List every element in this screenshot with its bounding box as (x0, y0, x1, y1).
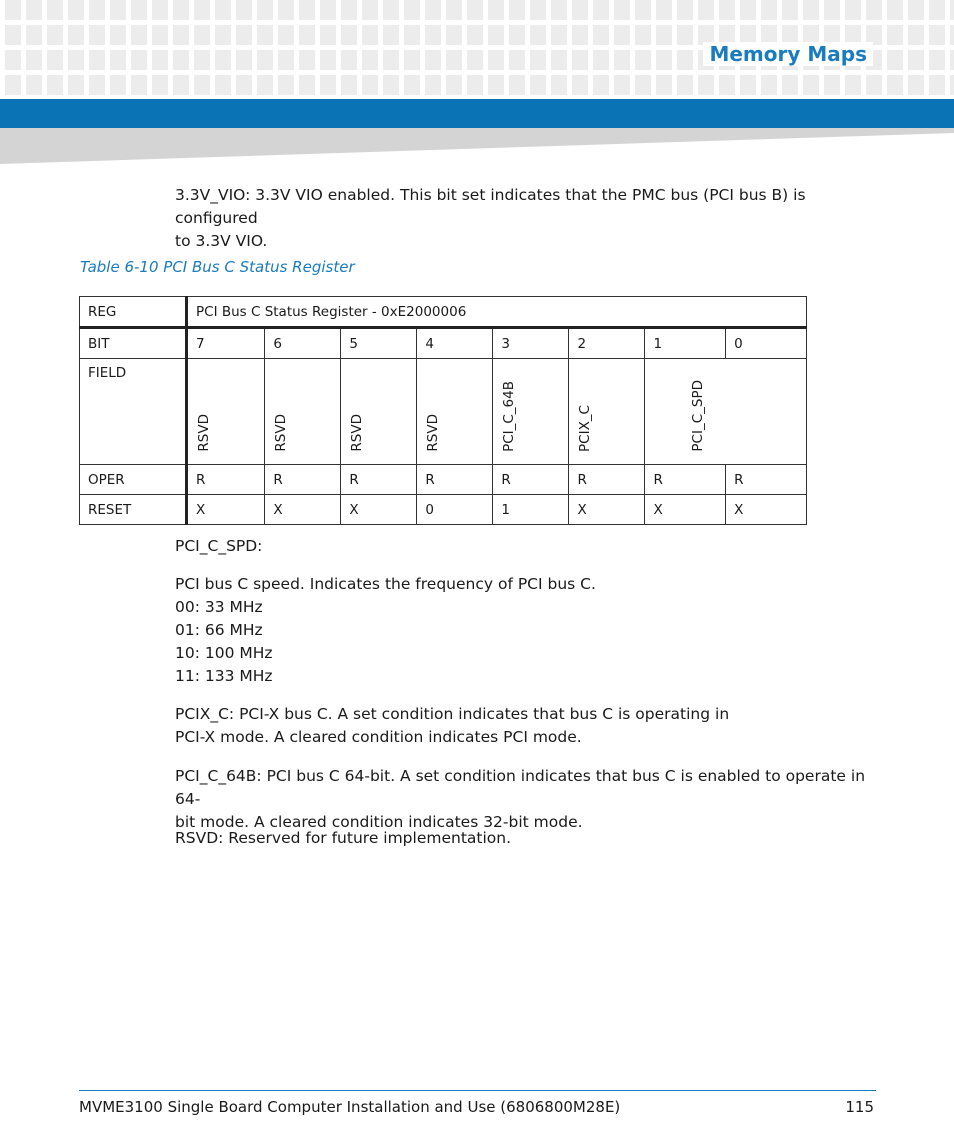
pcix-line: PCI-X mode. A cleared condition indicates PCI mode. (175, 728, 582, 746)
field-name: RSVD (273, 414, 290, 452)
page-header-title: Memory Maps (703, 42, 873, 66)
c64b-line: PCI_C_64B: PCI bus C 64-bit. A set condition indicates that bus C is enabled to operate in 64- (175, 767, 866, 808)
footer-doc-title: MVME3100 Single Board Computer Installation and Use (6806800M28E) (79, 1098, 621, 1116)
reset-cell: X (569, 495, 645, 525)
oper-cell: R (569, 465, 645, 495)
oper-cell: R (493, 465, 569, 495)
field-name: PCI_C_SPD (690, 380, 707, 452)
spd-line: PCI bus C speed. Indicates the frequency of PCI bus C. (175, 575, 596, 593)
bit-cell: 5 (341, 328, 417, 359)
bit-cell: 3 (493, 328, 569, 359)
oper-label: OPER (80, 465, 187, 495)
field-cell (187, 359, 265, 465)
c64b-description (175, 765, 875, 834)
table-caption: Table 6-10 PCI Bus C Status Register (80, 258, 355, 276)
spd-line: 11: 133 MHz (175, 667, 273, 685)
reset-cell: X (645, 495, 726, 525)
oper-cell: R (341, 465, 417, 495)
reg-value: PCI Bus C Status Register - 0xE2000006 (187, 297, 807, 328)
field-name: PCI_C_64B (501, 381, 518, 452)
reset-label: RESET (80, 495, 187, 525)
pcix-description (175, 703, 875, 749)
field-cell (265, 359, 341, 465)
field-cell (493, 359, 569, 465)
table-row (80, 328, 807, 359)
table-row (80, 297, 807, 328)
bit-cell: 0 (726, 328, 807, 359)
c64b-line: bit mode. A cleared condition indicates 32-bit mode. (175, 813, 583, 831)
oper-cell: R (726, 465, 807, 495)
spd-line: 01: 66 MHz (175, 621, 263, 639)
reset-cell: 1 (493, 495, 569, 525)
reset-cell: X (341, 495, 417, 525)
bit-cell: 6 (265, 328, 341, 359)
rsvd-description: RSVD: Reserved for future implementation. (175, 829, 512, 847)
table-row (80, 465, 807, 495)
table-row (80, 359, 807, 465)
reg-label: REG (80, 297, 187, 328)
oper-cell: R (187, 465, 265, 495)
field-name: RSVD (349, 414, 366, 452)
bit-label: BIT (80, 328, 187, 359)
bit-cell: 7 (187, 328, 265, 359)
bit-cell: 2 (569, 328, 645, 359)
register-table (79, 296, 807, 525)
header-grey-wedge (0, 128, 954, 164)
spd-description (175, 573, 875, 688)
intro-line: 3.3V_VIO: 3.3V VIO enabled. This bit set indicates that the PMC bus (PCI bus B) is configured (175, 186, 806, 227)
field-cell (569, 359, 645, 465)
reset-cell: X (265, 495, 341, 525)
field-cell (645, 359, 807, 465)
field-cell (341, 359, 417, 465)
header-blue-bar (0, 99, 954, 128)
footer-divider (79, 1090, 876, 1091)
oper-cell: R (645, 465, 726, 495)
bit-cell: 4 (417, 328, 493, 359)
page-number: 115 (845, 1098, 874, 1116)
spd-line: 00: 33 MHz (175, 598, 263, 616)
spd-heading: PCI_C_SPD: (175, 537, 263, 555)
reset-cell: X (726, 495, 807, 525)
table-row (80, 495, 807, 525)
field-label: FIELD (80, 359, 187, 465)
reset-cell: 0 (417, 495, 493, 525)
oper-cell: R (417, 465, 493, 495)
field-name: PCIX_C (577, 405, 594, 452)
spd-line: 10: 100 MHz (175, 644, 273, 662)
intro-line: to 3.3V VIO. (175, 232, 268, 250)
field-name: RSVD (425, 414, 442, 452)
reset-cell: X (187, 495, 265, 525)
field-name: RSVD (196, 414, 212, 452)
field-cell (417, 359, 493, 465)
intro-paragraph (175, 184, 875, 253)
pcix-line: PCIX_C: PCI-X bus C. A set condition indicates that bus C is operating in (175, 705, 730, 723)
oper-cell: R (265, 465, 341, 495)
bit-cell: 1 (645, 328, 726, 359)
